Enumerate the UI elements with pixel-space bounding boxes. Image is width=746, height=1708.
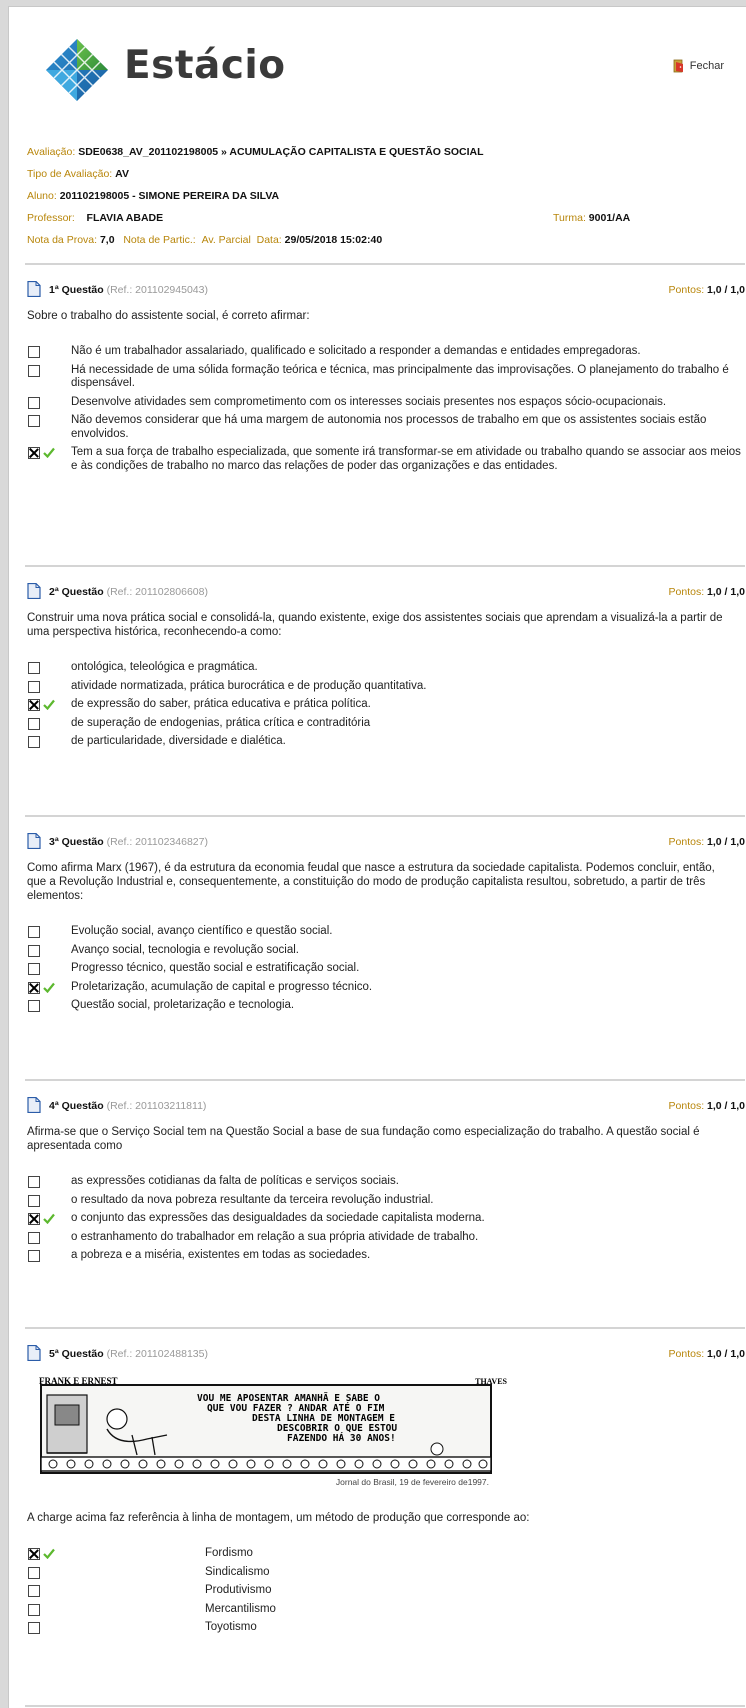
question-3 (27, 833, 745, 1018)
checkbox[interactable] (28, 365, 40, 377)
option-label: Não devemos considerar que há uma margem de autonomia nos processos de trabalho em que os assistentes sociais estão envolvidos. (71, 414, 707, 440)
option-selected[interactable] (27, 446, 745, 473)
document-icon (27, 583, 41, 599)
checkbox[interactable] (28, 1567, 40, 1579)
option-label: o conjunto das expressões das desigualdades da sociedade capitalista moderna. (71, 1212, 485, 1224)
checkbox-checked-icon[interactable] (28, 982, 40, 994)
divider (25, 1327, 745, 1329)
checkbox-checked-icon[interactable] (28, 447, 40, 459)
option[interactable] (27, 1175, 745, 1189)
option[interactable] (27, 680, 745, 694)
option[interactable] (27, 364, 745, 391)
checkbox[interactable] (28, 1176, 40, 1188)
option-label: atividade normatizada, prática burocrática e de produção quantitativa. (71, 679, 427, 692)
av-parcial-label: Av. Parcial (201, 234, 251, 246)
options-list (27, 1547, 745, 1635)
option-label: Não é um trabalhador assalariado, qualificado e solicitado a responder a demandas e entidades empregadoras. (71, 345, 641, 357)
options-list (27, 661, 745, 749)
checkbox-checked-icon[interactable] (28, 699, 40, 711)
option-label: a pobreza e a miséria, existentes em todas as sociedades. (71, 1249, 371, 1261)
comic-caption: Jornal do Brasil, 19 de fevereiro de1997. (335, 1477, 489, 1487)
points-label: Pontos: (668, 586, 705, 598)
checkbox[interactable] (28, 1604, 40, 1616)
points-value: 1,0 / 1,0 (707, 284, 745, 296)
nota-prova-value: 7,0 (99, 234, 115, 246)
option-label: ontológica, teleológica e pragmática. (71, 661, 258, 673)
option-label: de superação de endogenias, prática crítica e contraditória (71, 716, 371, 729)
option-label: de particularidade, diversidade e dialética. (71, 735, 286, 747)
question-1 (27, 281, 745, 478)
option-label: Há necessidade de uma sólida formação teórica e técnica, mas principalmente das improvisações. O planejamento do trabalho é dispensável. (71, 363, 729, 389)
question-number: 3ª Questão (49, 836, 104, 848)
divider (25, 815, 745, 817)
checkmark-icon (43, 1213, 55, 1224)
option-selected[interactable] (27, 698, 745, 712)
question-5 (27, 1345, 745, 1640)
checkbox[interactable] (28, 1000, 40, 1012)
avaliacao-label: Avaliação: (27, 146, 76, 158)
question-number: 4ª Questão (49, 1100, 104, 1112)
question-number: 5ª Questão (49, 1348, 104, 1360)
tipo-value: AV (115, 168, 129, 180)
checkmark-icon (43, 982, 55, 993)
turma-label: Turma: (553, 212, 586, 224)
option-label: Proletarização, acumulação de capital e progresso técnico. (71, 980, 373, 993)
professor-label: Professor: (27, 212, 75, 224)
checkbox[interactable] (28, 963, 40, 975)
brand-name: Estácio (124, 43, 286, 88)
question-text: Construir uma nova prática social e consolidá-la, quando existente, exige dos assistentes sociais que aprendam a visualizá-la a partir de uma perspectiva histórica, reconhecendo-a como: (27, 612, 723, 638)
speech-line-2: QUE VOU FAZER ? ANDAR ATÉ O FIM (207, 1403, 385, 1414)
question-ref: (Ref.: 201102945043) (106, 284, 208, 296)
professor-value: FLAVIA ABADE (86, 212, 164, 224)
option[interactable] (27, 1621, 745, 1635)
option-label: Questão social, proletarização e tecnologia. (71, 999, 295, 1011)
checkmark-icon (43, 447, 55, 458)
close-button[interactable] (672, 59, 724, 73)
turma-value: 9001/AA (588, 212, 631, 224)
option-label: as expressões cotidianas da falta de políticas e serviços sociais. (71, 1175, 399, 1187)
close-label: Fechar (689, 60, 724, 72)
nota-partic-label: Nota de Partic.: (123, 234, 196, 246)
options-list (27, 1175, 745, 1263)
option[interactable] (27, 1566, 745, 1580)
option[interactable] (27, 1249, 745, 1263)
tipo-label: Tipo de Avaliação: (27, 168, 113, 180)
option[interactable] (27, 717, 745, 731)
option[interactable] (27, 925, 745, 939)
option[interactable] (27, 1231, 745, 1245)
question-ref: (Ref.: 201103211811) (106, 1100, 207, 1112)
points-label: Pontos: (668, 836, 705, 848)
option[interactable] (27, 661, 745, 675)
option[interactable] (27, 396, 745, 410)
option[interactable] (27, 944, 745, 958)
option-label: Progresso técnico, questão social e estratificação social. (71, 962, 360, 974)
points-value: 1,0 / 1,0 (707, 1100, 745, 1112)
option-label: Toyotismo (205, 1621, 257, 1633)
option-label: Sindicalismo (205, 1565, 270, 1578)
speech-line-4: DESCOBRIR O QUE ESTOU (277, 1423, 398, 1434)
close-door-icon (672, 59, 686, 73)
option-label: Produtivismo (205, 1584, 272, 1596)
logo-diamond-icon (44, 37, 110, 103)
options-list (27, 345, 745, 473)
divider (25, 1705, 745, 1707)
question-number: 2ª Questão (49, 586, 104, 598)
points-value: 1,0 / 1,0 (707, 586, 745, 598)
points-label: Pontos: (668, 284, 705, 296)
points-value: 1,0 / 1,0 (707, 836, 745, 848)
document-icon (27, 1345, 41, 1361)
points-value: 1,0 / 1,0 (707, 1348, 745, 1360)
option-label: o estranhamento do trabalhador em relação a sua própria atividade de trabalho. (71, 1230, 479, 1243)
checkbox[interactable] (28, 926, 40, 938)
aluno-value: 201102198005 - SIMONE PEREIRA DA SILVA (59, 190, 280, 202)
option[interactable] (27, 414, 745, 441)
question-ref: (Ref.: 201102806608) (106, 586, 208, 598)
divider (25, 263, 745, 265)
checkbox[interactable] (28, 1232, 40, 1244)
option-label: de expressão do saber, prática educativa e prática política. (71, 698, 371, 710)
option-label: Avanço social, tecnologia e revolução social. (71, 943, 300, 956)
checkbox[interactable] (28, 415, 40, 427)
option[interactable] (27, 345, 745, 359)
option-selected[interactable] (27, 1212, 745, 1226)
option-label: Desenvolve atividades sem comprometimento com os interesses sociais presentes nos espaços sócio-ocupacionais. (71, 395, 667, 408)
option[interactable] (27, 962, 745, 976)
option-label: Evolução social, avanço científico e questão social. (71, 925, 333, 937)
aluno-label: Aluno: (27, 190, 57, 202)
comic-strip-image (37, 1377, 507, 1489)
checkbox[interactable] (28, 397, 40, 409)
checkbox[interactable] (28, 1585, 40, 1597)
option[interactable] (27, 1194, 745, 1208)
checkmark-icon (43, 699, 55, 710)
options-list (27, 925, 745, 1013)
option-selected[interactable] (27, 981, 745, 995)
checkbox-checked-icon[interactable] (28, 1213, 40, 1225)
option[interactable] (27, 999, 745, 1013)
speech-line-1: VOU ME APOSENTAR AMANHÃ E SABE O (197, 1393, 381, 1404)
option-selected[interactable] (27, 1547, 745, 1561)
speech-line-5: FAZENDO HÁ 30 ANOS! (287, 1433, 396, 1444)
nota-prova-label: Nota da Prova: (27, 234, 98, 246)
question-number: 1ª Questão (49, 284, 104, 296)
document-icon (27, 833, 41, 849)
divider (25, 565, 745, 567)
question-text: Sobre o trabalho do assistente social, é correto afirmar: (27, 310, 310, 322)
option[interactable] (27, 1603, 745, 1617)
question-text: A charge acima faz referência à linha de montagem, um método de produção que corresponde ao: (27, 1512, 530, 1524)
question-2 (27, 583, 745, 754)
comic-drawing (37, 1377, 507, 1489)
question-ref: (Ref.: 201102346827) (106, 836, 208, 848)
option[interactable] (27, 735, 745, 749)
speech-line-3: DESTA LINHA DE MONTAGEM E (252, 1413, 395, 1424)
checkbox[interactable] (28, 736, 40, 748)
checkbox[interactable] (28, 1250, 40, 1262)
option-label: o resultado da nova pobreza resultante da terceira revolução industrial. (71, 1193, 434, 1206)
question-text: Afirma-se que o Serviço Social tem na Questão Social a base de sua fundação como especialização do trabalho. A questão social é apresentada como (27, 1126, 700, 1152)
checkbox[interactable] (28, 1195, 40, 1207)
checkbox[interactable] (28, 718, 40, 730)
divider (25, 1079, 745, 1081)
question-text: Como afirma Marx (1967), é da estrutura da economia feudal que nasce a estrutura da sociedade capitalista. Podemos concluir, então, que a Revolução Industrial e, consequentemente, a constituição do modo de produção capitalista resultou, sobretudo, a partir de três elementos: (27, 862, 715, 902)
checkbox[interactable] (28, 945, 40, 957)
option-label: Tem a sua força de trabalho especializada, que somente irá transformar-se em atividade ou trabalho quando se associar aos meios e às condições de trabalho no marco das relações de poder das organizações e das entidades. (71, 446, 741, 472)
option-label: Fordismo (205, 1547, 253, 1559)
data-value: 29/05/2018 15:02:40 (284, 234, 383, 246)
option[interactable] (27, 1584, 745, 1598)
checkbox-checked-icon[interactable] (28, 1548, 40, 1560)
data-label: Data: (256, 234, 282, 246)
points-label: Pontos: (668, 1348, 705, 1360)
checkbox[interactable] (28, 1622, 40, 1634)
exam-info (27, 141, 727, 251)
comic-title-right: THAVES (475, 1377, 507, 1386)
avaliacao-value: SDE0638_AV_201102198005 » ACUMULAÇÃO CAPITALISTA E QUESTÃO SOCIAL (78, 146, 484, 158)
points-label: Pontos: (668, 1100, 705, 1112)
question-ref: (Ref.: 201102488135) (106, 1348, 208, 1360)
option-label: Mercantilismo (205, 1602, 276, 1615)
document-icon (27, 1097, 41, 1113)
question-4 (27, 1097, 745, 1268)
checkbox[interactable] (28, 662, 40, 674)
document-icon (27, 281, 41, 297)
checkbox[interactable] (28, 346, 40, 358)
checkbox[interactable] (28, 681, 40, 693)
exam-page (8, 6, 746, 1708)
comic-title-left: FRANK E ERNEST (39, 1377, 118, 1386)
checkmark-icon (43, 1548, 55, 1559)
